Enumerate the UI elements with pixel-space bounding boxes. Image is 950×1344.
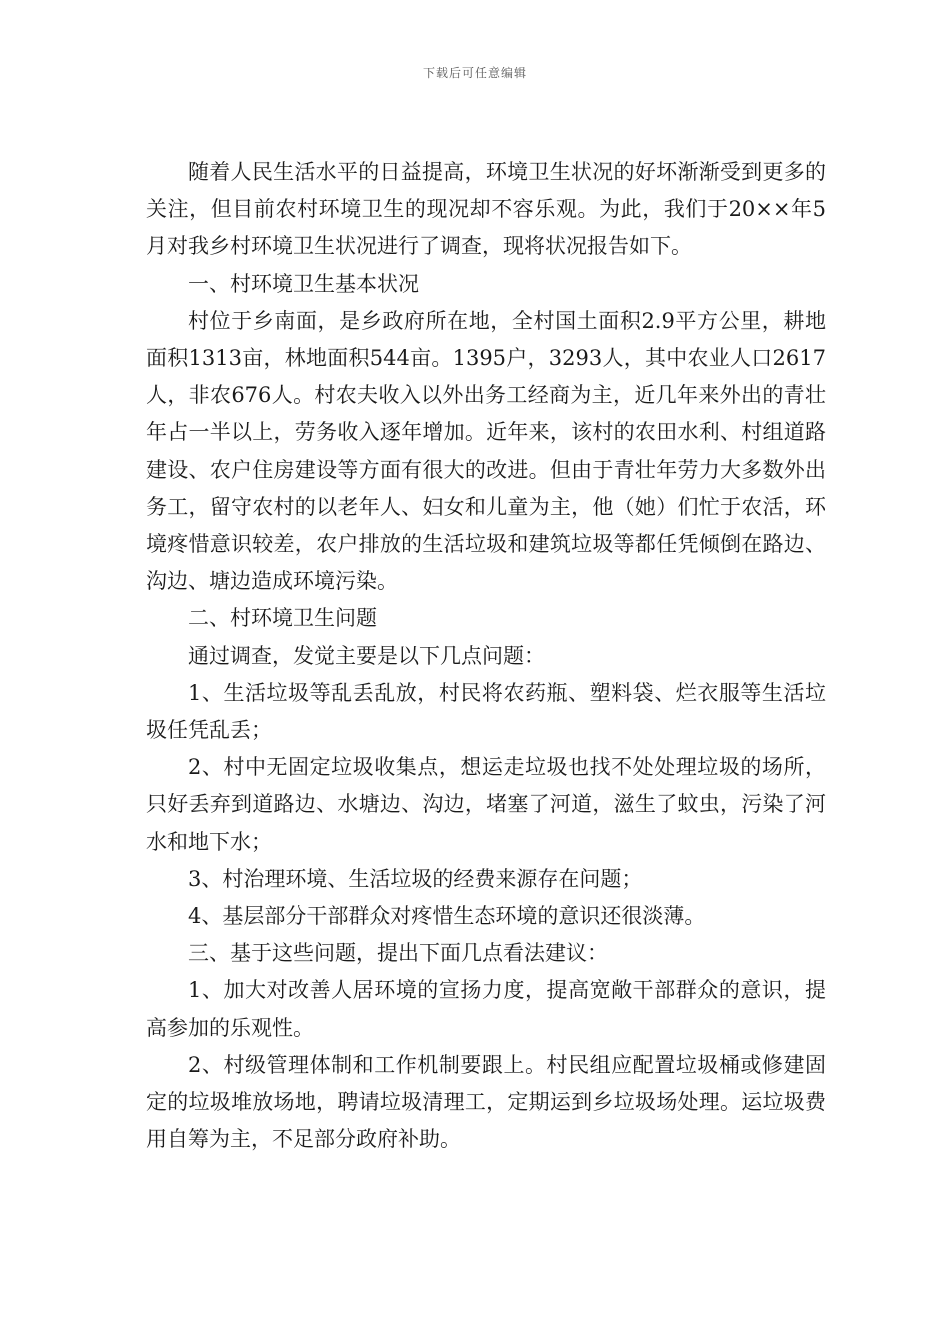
document-body [146,154,826,1158]
problem-item-3: 3、村治理环境、生活垃圾的经费来源存在问题； [188,866,643,891]
page-header-note: 下载后可任意编辑 [422,66,527,80]
suggestion-item-1: 1、加大对改善人居环境的宣扬力度，提高宽敞干部群众的意识，提高参加的乐观性。 [146,978,826,1040]
problem-item-4: 4、基层部分干部群众对疼惜生态环境的意识还很淡薄。 [188,904,706,929]
problem-item-2: 2、村中无固定垃圾收集点，想运走垃圾也找不处处理垃圾的场所，只好丢弃到道路边、水塘边、沟边，堵塞了河道，滋生了蚊虫，污染了河水和地下水； [146,755,826,854]
section-heading-3: 三、基于这些问题，提出下面几点看法建议： [188,941,608,966]
section-heading-1: 一、村环境卫生基本状况 [188,271,419,296]
section-heading-2: 二、村环境卫生问题 [188,606,377,631]
village-overview-paragraph: 村位于乡南面，是乡政府所在地，全村国土面积2.9平方公里，耕地面积1313亩，林地面积544亩。1395户，3293人，其中农业人口2617人，非农676人。村农夫收入以外出务工经商为主，近几年来外出的青壮年占一半以上，劳务收入逐年增加。近年来，该村的农田水利、村组道路建设、农户住房建设等方面有很大的改进。但由于青壮年劳力大多数外出务工，留守农村的以老年人、妇女和儿童为主，他（她）们忙于农活，环境疼惜意识较差，农户排放的生活垃圾和建筑垃圾等都任凭倾倒在路边、沟边、塘边造成环境污染。 [146,308,826,594]
suggestion-item-2: 2、村级管理体制和工作机制要跟上。村民组应配置垃圾桶或修建固定的垃圾堆放场地，聘请垃圾清理工，定期运到乡垃圾场处理。运垃圾费用自筹为主，不足部分政府补助。 [146,1052,826,1152]
survey-findings-intro: 通过调查，发觉主要是以下几点问题： [188,643,545,668]
intro-paragraph: 随着人民生活水平的日益提高，环境卫生状况的好坏渐渐受到更多的关注，但目前农村环境卫生的现况却不容乐观。为此，我们于20××年5月对我乡村环境卫生状况进行了调查，现将状况报告如下。 [146,160,826,259]
problem-item-1: 1、生活垃圾等乱丢乱放，村民将农药瓶、塑料袋、烂衣服等生活垃圾任凭乱丢； [146,680,826,743]
